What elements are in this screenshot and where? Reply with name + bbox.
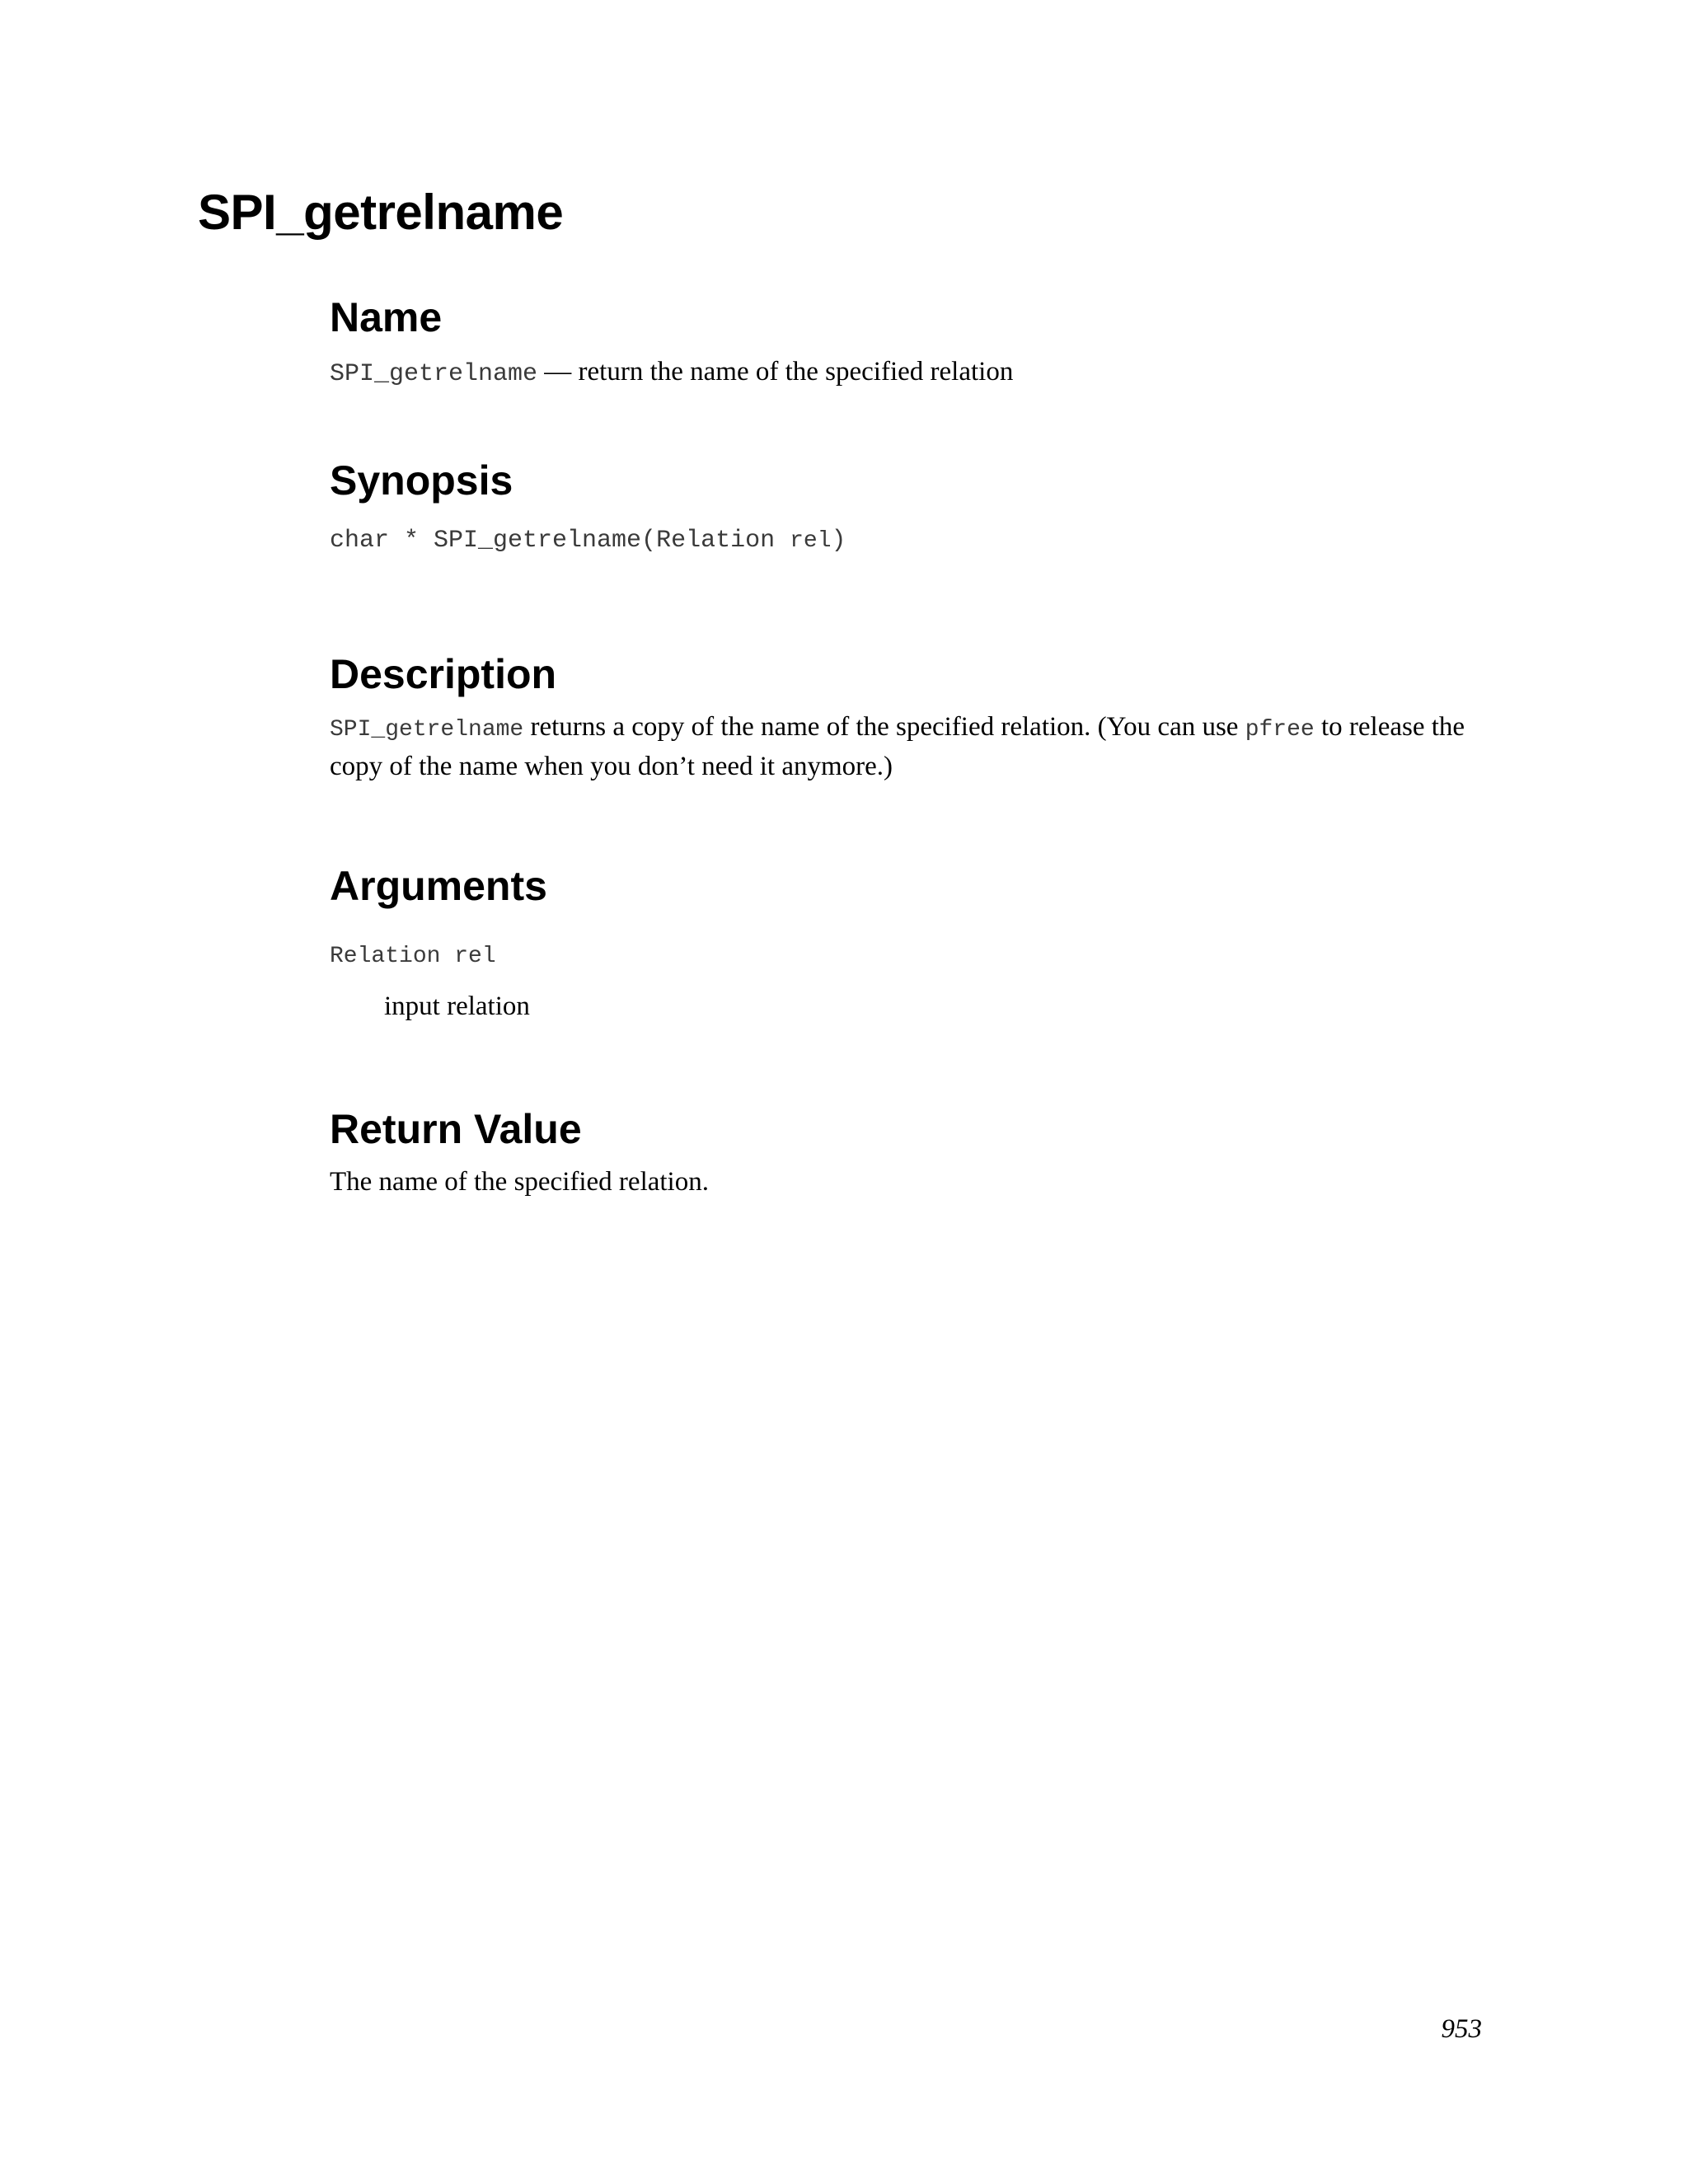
section-arguments: [330, 861, 1484, 1024]
synopsis-code: [330, 520, 1484, 560]
description-func: SPI_getrelname: [330, 717, 524, 743]
synopsis-param: rel: [790, 528, 832, 554]
name-func: SPI_getrelname: [330, 360, 538, 388]
description-text-2: to release the copy of the name when you don’t need it anymore.): [330, 712, 1465, 781]
argument-definition: input relation: [384, 991, 530, 1021]
description-paragraph: [330, 709, 1484, 785]
argument-type: Relation: [330, 944, 455, 969]
page-title: SPI_getrelname: [198, 185, 564, 240]
section-heading-name: Name: [330, 294, 443, 340]
synopsis-suffix: ): [831, 527, 846, 555]
name-line: [330, 354, 1484, 392]
section-description: [330, 649, 1484, 785]
section-name: [330, 293, 1484, 392]
name-summary: — return the name of the specified relation: [544, 357, 1014, 387]
argument-entry: [330, 935, 1484, 1024]
synopsis-prefix: char * SPI_getrelname(Relation: [330, 527, 790, 555]
section-heading-arguments: Arguments: [330, 863, 547, 909]
argument-term: [330, 935, 1484, 975]
argument-param: rel: [454, 944, 496, 969]
description-code-pfree: pfree: [1245, 717, 1315, 743]
section-heading-return-value: Return Value: [330, 1106, 582, 1152]
section-return-value: [330, 1104, 1484, 1200]
section-heading-synopsis: Synopsis: [330, 457, 513, 504]
page-number: 953: [1441, 2014, 1482, 2044]
return-value-text: The name of the specified relation.: [330, 1167, 709, 1197]
section-heading-description: Description: [330, 651, 557, 697]
section-synopsis: [330, 456, 1484, 560]
description-text-1: returns a copy of the name of the specified relation. (You can use: [523, 712, 1245, 742]
